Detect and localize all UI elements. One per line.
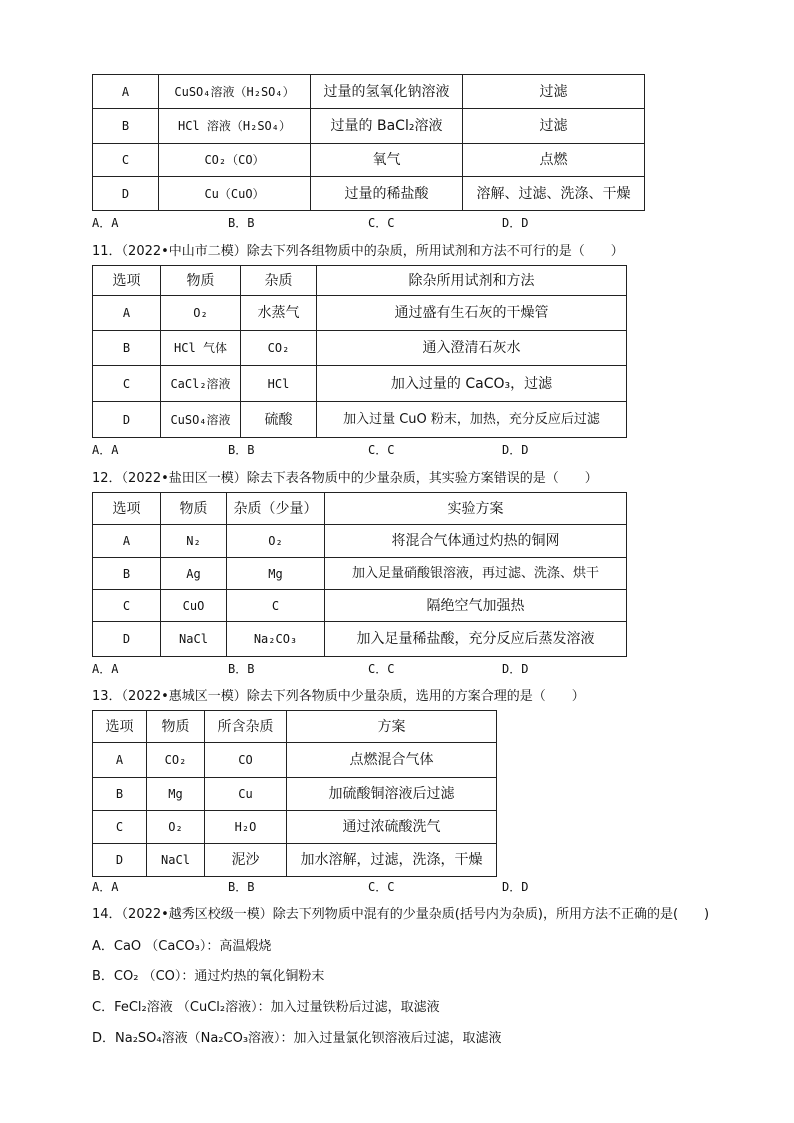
- option-cell: A: [93, 743, 147, 778]
- header-impurity: 所含杂质: [205, 711, 287, 743]
- header-option: 选项: [93, 711, 147, 743]
- method-cell: 溶解、过滤、洗涤、干燥: [463, 177, 645, 211]
- table-row: [93, 558, 627, 590]
- substance-cell: CuSO₄溶液: [161, 402, 241, 438]
- header-impurity: 杂质（少量）: [227, 493, 325, 525]
- impurity-cell: HCl: [241, 366, 317, 402]
- table-q12: [92, 492, 627, 657]
- table-row: [93, 177, 645, 211]
- method-cell: 加入过量的 CaCO₃，过滤: [317, 366, 627, 402]
- substance-cell: CuO: [161, 590, 227, 622]
- table-row: [93, 109, 645, 144]
- answer-choice[interactable]: C．C: [368, 880, 395, 894]
- answer-choice[interactable]: B．B: [228, 662, 255, 676]
- method-cell: 通过盛有生石灰的干燥管: [317, 296, 627, 331]
- option-cell: A: [93, 525, 161, 558]
- method-cell: 加入过量 CuO 粉末，加热，充分反应后过滤: [317, 402, 627, 438]
- option-cell: A: [93, 296, 161, 331]
- substance-cell: Cu（CuO）: [159, 177, 311, 211]
- table-header-row: [93, 493, 627, 525]
- answer-choice[interactable]: A．A: [92, 216, 119, 230]
- answer-choices-q13: [92, 878, 652, 894]
- answer-choice[interactable]: B．B: [228, 216, 255, 230]
- impurity-cell: 泥沙: [205, 844, 287, 877]
- option-cell: D: [93, 177, 159, 211]
- substance-cell: O₂: [161, 296, 241, 331]
- header-method: 方案: [287, 711, 497, 743]
- answer-choice[interactable]: B．B: [228, 443, 255, 457]
- option-cell: B: [93, 778, 147, 811]
- header-method: 除杂所用试剂和方法: [317, 266, 627, 296]
- option-cell: B: [93, 109, 159, 144]
- reagent-cell: 过量的稀盐酸: [311, 177, 463, 211]
- substance-cell: NaCl: [161, 622, 227, 657]
- reagent-cell: 过量的氢氧化钠溶液: [311, 75, 463, 109]
- table-row: [93, 811, 497, 844]
- substance-cell: CO₂: [147, 743, 205, 778]
- header-substance: 物质: [161, 266, 241, 296]
- header-option: 选项: [93, 493, 161, 525]
- impurity-cell: Na₂CO₃: [227, 622, 325, 657]
- option-cell: B: [93, 331, 161, 366]
- option-cell: B: [93, 558, 161, 590]
- option-a[interactable]: A．CaO （CaCO₃）：高温煅烧: [92, 939, 272, 954]
- question-14-title: 14．（2022•越秀区校级一模）除去下列物质中混有的少量杂质(括号内为杂质)，所用方法不正确的是( ): [92, 907, 710, 922]
- table-row: [93, 331, 627, 366]
- header-impurity: 杂质: [241, 266, 317, 296]
- impurity-cell: H₂O: [205, 811, 287, 844]
- header-method: 实验方案: [325, 493, 627, 525]
- impurity-cell: Cu: [205, 778, 287, 811]
- answer-choice[interactable]: D．D: [502, 443, 529, 457]
- substance-cell: NaCl: [147, 844, 205, 877]
- answer-choice[interactable]: A．A: [92, 662, 119, 676]
- table-row: [93, 366, 627, 402]
- table-row: [93, 778, 497, 811]
- option-cell: D: [93, 402, 161, 438]
- table-row: [93, 743, 497, 778]
- impurity-cell: O₂: [227, 525, 325, 558]
- impurity-cell: 水蒸气: [241, 296, 317, 331]
- table-row: [93, 525, 627, 558]
- substance-cell: CO₂（CO）: [159, 144, 311, 177]
- table-row: [93, 590, 627, 622]
- answer-choices-q10: [92, 214, 652, 230]
- impurity-cell: Mg: [227, 558, 325, 590]
- substance-cell: CuSO₄溶液（H₂SO₄）: [159, 75, 311, 109]
- table-header-row: [93, 711, 497, 743]
- table-row: [93, 144, 645, 177]
- answer-choices-q11: [92, 441, 652, 457]
- method-cell: 点燃混合气体: [287, 743, 497, 778]
- answer-choice[interactable]: A．A: [92, 443, 119, 457]
- substance-cell: N₂: [161, 525, 227, 558]
- substance-cell: CaCl₂溶液: [161, 366, 241, 402]
- option-d[interactable]: D．Na₂SO₄溶液（Na₂CO₃溶液）：加入过量氯化钡溶液后过滤，取滤液: [92, 1031, 502, 1046]
- header-substance: 物质: [147, 711, 205, 743]
- method-cell: 通入澄清石灰水: [317, 331, 627, 366]
- answer-choice[interactable]: D．D: [502, 662, 529, 676]
- option-cell: C: [93, 590, 161, 622]
- option-c[interactable]: C．FeCl₂溶液 （CuCl₂溶液）：加入过量铁粉后过滤，取滤液: [92, 1000, 440, 1015]
- question-12-title: 12．（2022•盐田区一模）除去下表各物质中的少量杂质，其实验方案错误的是（ ）: [92, 471, 598, 486]
- substance-cell: HCl 溶液（H₂SO₄）: [159, 109, 311, 144]
- substance-cell: Ag: [161, 558, 227, 590]
- answer-choice[interactable]: B．B: [228, 880, 255, 894]
- method-cell: 过滤: [463, 109, 645, 144]
- option-b[interactable]: B．CO₂ （CO）：通过灼热的氧化铜粉末: [92, 969, 325, 984]
- table-row: [93, 844, 497, 877]
- impurity-cell: 硫酸: [241, 402, 317, 438]
- option-cell: C: [93, 811, 147, 844]
- option-cell: C: [93, 366, 161, 402]
- header-substance: 物质: [161, 493, 227, 525]
- substance-cell: HCl 气体: [161, 331, 241, 366]
- answer-choice[interactable]: A．A: [92, 880, 119, 894]
- method-cell: 将混合气体通过灼热的铜网: [325, 525, 627, 558]
- table-q13: [92, 710, 497, 877]
- question-13-title: 13．（2022•惠城区一模）除去下列各物质中少量杂质，选用的方案合理的是（ ）: [92, 689, 585, 704]
- method-cell: 通过浓硫酸洗气: [287, 811, 497, 844]
- method-cell: 点燃: [463, 144, 645, 177]
- answer-choice[interactable]: C．C: [368, 443, 395, 457]
- method-cell: 加入足量硝酸银溶液，再过滤、洗涤、烘干: [325, 558, 627, 590]
- substance-cell: O₂: [147, 811, 205, 844]
- question-11-title: 11．（2022•中山市二模）除去下列各组物质中的杂质，所用试剂和方法不可行的是（ ）: [92, 244, 624, 259]
- answer-choices-q12: [92, 660, 652, 676]
- table-row: [93, 622, 627, 657]
- option-cell: D: [93, 622, 161, 657]
- impurity-cell: C: [227, 590, 325, 622]
- table-row: [93, 296, 627, 331]
- method-cell: 过滤: [463, 75, 645, 109]
- option-cell: A: [93, 75, 159, 109]
- option-cell: C: [93, 144, 159, 177]
- method-cell: 加水溶解，过滤，洗涤，干燥: [287, 844, 497, 877]
- answer-choice[interactable]: D．D: [502, 216, 529, 230]
- answer-choice[interactable]: C．C: [368, 662, 395, 676]
- table-header-row: [93, 266, 627, 296]
- answer-choice[interactable]: D．D: [502, 880, 529, 894]
- table-row: [93, 402, 627, 438]
- reagent-cell: 过量的 BaCl₂溶液: [311, 109, 463, 144]
- header-option: 选项: [93, 266, 161, 296]
- table-row: [93, 75, 645, 109]
- table-q10: [92, 74, 645, 211]
- method-cell: 隔绝空气加强热: [325, 590, 627, 622]
- method-cell: 加入足量稀盐酸，充分反应后蒸发溶液: [325, 622, 627, 657]
- method-cell: 加硫酸铜溶液后过滤: [287, 778, 497, 811]
- reagent-cell: 氧气: [311, 144, 463, 177]
- substance-cell: Mg: [147, 778, 205, 811]
- impurity-cell: CO₂: [241, 331, 317, 366]
- answer-choice[interactable]: C．C: [368, 216, 395, 230]
- impurity-cell: CO: [205, 743, 287, 778]
- table-q11: [92, 265, 627, 438]
- option-cell: D: [93, 844, 147, 877]
